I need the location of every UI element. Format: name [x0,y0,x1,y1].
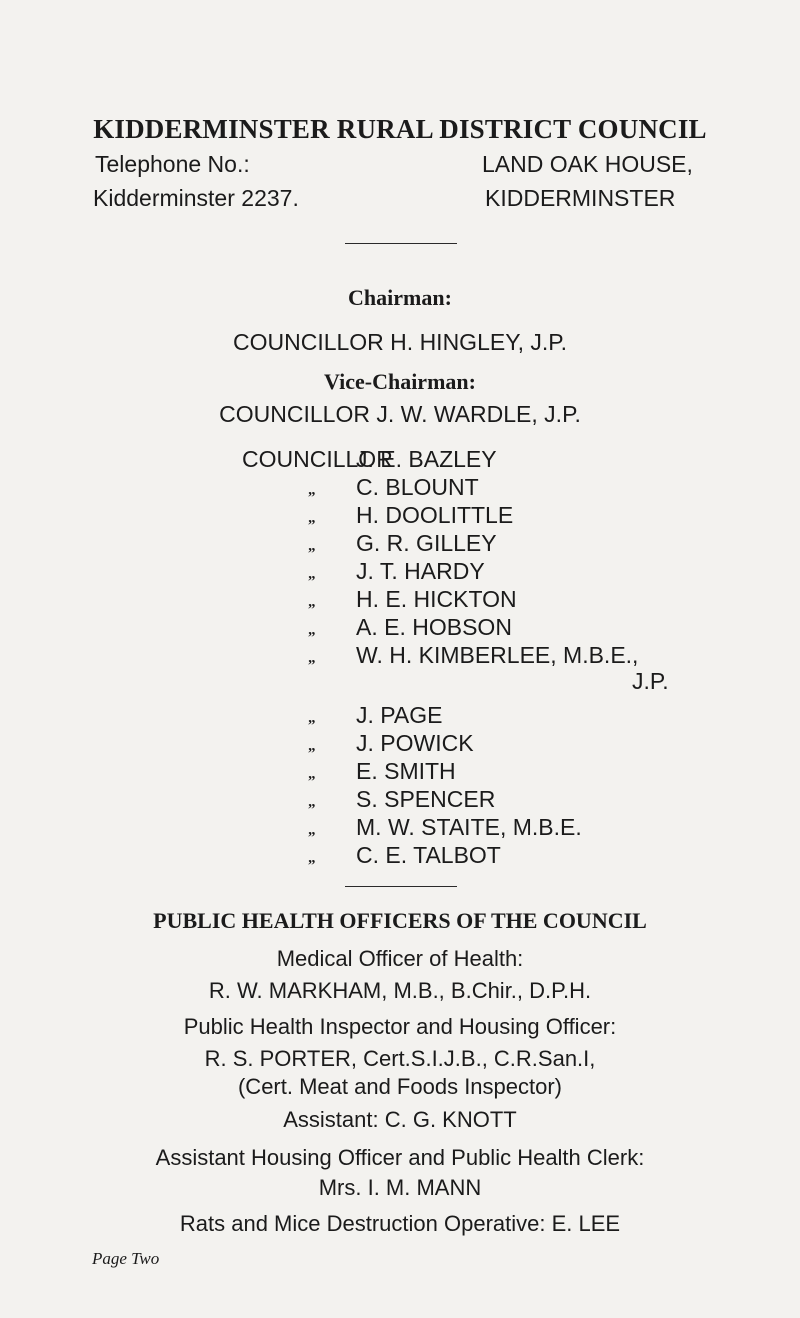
phi-name: R. S. PORTER, Cert.S.I.J.B., C.R.San.I, [204,1046,596,1071]
councillor-name: J. E. BAZLEY [356,446,497,472]
assistant-line: Assistant: C. G. KNOTT [283,1107,517,1132]
councillor-name: J. POWICK [356,730,474,756]
councillor-name-suffix: J.P. [632,668,669,694]
councillor-name: E. SMITH [356,758,456,784]
ditto-mark: „ [308,738,316,754]
councillor-name: C. BLOUNT [356,474,479,500]
vice-chairman-name: COUNCILLOR J. W. WARDLE, J.P. [219,401,581,427]
councillor-name: J. PAGE [356,702,443,728]
ditto-mark: „ [308,538,316,554]
phi-note: (Cert. Meat and Foods Inspector) [237,1074,563,1099]
ditto-mark: „ [308,482,316,498]
officers-heading: PUBLIC HEALTH OFFICERS OF THE COUNCIL [153,908,647,933]
ditto-mark: „ [308,766,316,782]
ditto-mark: „ [308,794,316,810]
councillor-name: M. W. STAITE, M.B.E. [356,814,582,840]
ditto-mark: „ [308,822,316,838]
ditto-mark: „ [308,850,316,866]
telephone-number: Kidderminster 2237. [93,185,299,211]
ditto-mark: „ [308,650,316,666]
councillor-name: H. DOOLITTLE [356,502,514,528]
councillor-name: J. T. HARDY [356,558,485,584]
divider-top [345,243,457,244]
phi-title: Public Health Inspector and Housing Officer: [183,1014,617,1039]
councillor-name: S. SPENCER [356,786,496,812]
vice-chairman-heading: Vice-Chairman: [324,369,476,394]
chairman-name: COUNCILLOR H. HINGLEY, J.P. [232,329,568,355]
address-line-1: LAND OAK HOUSE, [482,151,693,177]
councillor-name: G. R. GILLEY [356,530,497,556]
telephone-label: Telephone No.: [95,151,250,177]
chairman-heading: Chairman: [348,285,452,310]
council-title: KIDDERMINSTER RURAL DISTRICT COUNCIL [93,114,707,144]
ditto-mark: „ [308,622,316,638]
ditto-mark: „ [308,510,316,526]
moh-title: Medical Officer of Health: [276,946,524,971]
ditto-mark: „ [308,710,316,726]
page-label: Page Two [92,1249,160,1268]
councillor-prefix: COUNCILLOR [242,446,393,472]
councillor-name: C. E. TALBOT [356,842,501,868]
councillor-name: A. E. HOBSON [356,614,512,640]
divider-middle [345,886,457,887]
rats-line: Rats and Mice Destruction Operative: E. LEE [179,1211,621,1236]
councillor-name: W. H. KIMBERLEE, M.B.E., [356,642,639,668]
ditto-mark: „ [308,566,316,582]
aho-title: Assistant Housing Officer and Public Health Clerk: [155,1145,645,1170]
aho-name: Mrs. I. M. MANN [318,1175,482,1200]
ditto-mark: „ [308,594,316,610]
moh-name: R. W. MARKHAM, M.B., B.Chir., D.P.H. [208,978,592,1003]
councillor-name: H. E. HICKTON [356,586,517,612]
address-line-2: KIDDERMINSTER [485,185,676,211]
